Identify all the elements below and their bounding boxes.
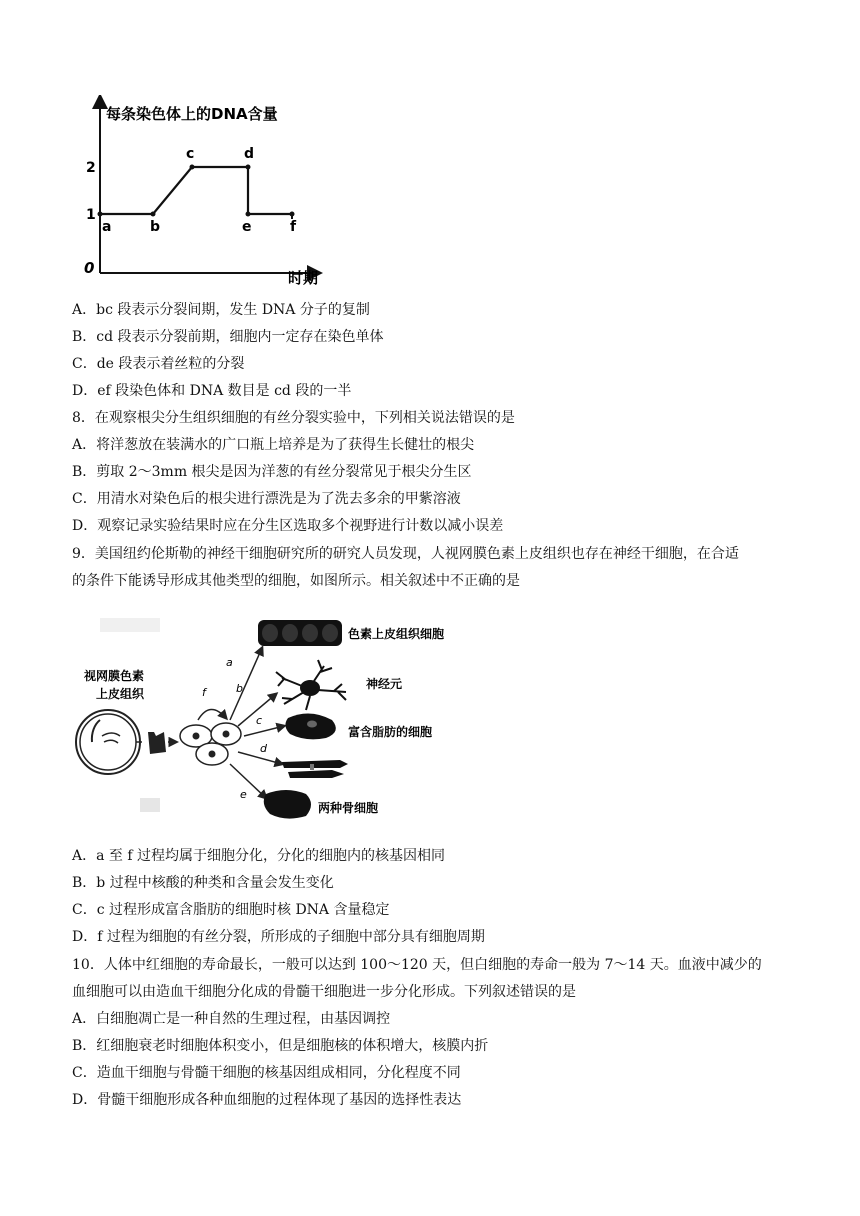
- q7-option-b: B．cd 段表示分裂前期，细胞内一定存在染色单体: [72, 329, 384, 345]
- q8-option-c: C．用清水对染色后的根尖进行漂洗是为了洗去多余的甲紫溶液: [72, 491, 461, 507]
- point-b: [151, 212, 156, 217]
- q10-option-c: C．造血干细胞与骨髓干细胞的核基因组成相同，分化程度不同: [72, 1065, 461, 1081]
- arrow-label-c: c: [256, 714, 263, 727]
- label-c: c: [186, 146, 195, 162]
- bone-cells-icon: [264, 790, 311, 819]
- q10-stem-line2: 血细胞可以由造血干细胞分化成的骨髓干细胞进一步分化形成。下列叙述错误的是: [72, 984, 576, 1000]
- label-f: f: [290, 219, 297, 235]
- point-c: [190, 165, 195, 170]
- q8-option-d: D．观察记录实验结果时应在分生区选取多个视野进行计数以减小误差: [72, 518, 504, 534]
- graph-origin: 0: [84, 259, 95, 277]
- cell-label-pigment: 色素上皮组织细胞: [348, 627, 445, 641]
- point-f: [290, 212, 295, 217]
- q7-option-a: A．bc 段表示分裂间期，发生 DNA 分子的复制: [72, 302, 370, 318]
- y-tick-1: 1: [86, 207, 96, 223]
- cell-label-neuron: 神经元: [366, 677, 403, 691]
- q8-stem: 8．在观察根尖分生组织细胞的有丝分裂实验中，下列相关说法错误的是: [72, 410, 515, 426]
- pigment-epithelial-cells-icon: [258, 620, 342, 646]
- q9-stem-line2: 的条件下能诱导形成其他类型的细胞，如图所示。相关叙述中不正确的是: [72, 573, 520, 589]
- arrow-label-d: d: [260, 742, 267, 755]
- dna-content-graph: [80, 95, 340, 290]
- q9-option-d: D．f 过程为细胞的有丝分裂，所形成的子细胞中部分具有细胞周期: [72, 929, 485, 945]
- label-d: d: [244, 146, 255, 162]
- cell-label-bone: 两种骨细胞: [318, 801, 379, 815]
- arrow-label-a: a: [226, 656, 233, 669]
- arrow-label-f: f: [202, 686, 206, 699]
- y-tick-2: 2: [86, 160, 96, 176]
- q9-option-b: B．b 过程中核酸的种类和含量会发生变化: [72, 875, 334, 891]
- point-d: [246, 165, 251, 170]
- graph-x-label: 时期: [288, 269, 319, 287]
- q8-option-b: B．剪取 2～3mm 根尖是因为洋葱的有丝分裂常见于根尖分生区: [72, 464, 472, 480]
- label-a: a: [102, 219, 112, 235]
- q8-option-a: A．将洋葱放在装满水的广口瓶上培养是为了获得生长健壮的根尖: [72, 437, 475, 453]
- label-e: e: [242, 219, 252, 235]
- q10-stem-line1: 10．人体中红细胞的寿命最长，一般可以达到 100～120 天，但白细胞的寿命一般为 7～14 天。血液中减少的: [72, 957, 762, 973]
- graph-y-label: 每条染色体上的DNA含量: [106, 105, 278, 123]
- q7-option-d: D．ef 段染色体和 DNA 数目是 cd 段的一半: [72, 383, 352, 399]
- stem-cell-figure: [70, 608, 490, 833]
- q9-stem-line1: 9．美国纽约伦斯勒的神经干细胞研究所的研究人员发现，人视网膜色素上皮组织也存在神经干细胞，在合适: [72, 546, 739, 562]
- source-label-1: 视网膜色素: [84, 669, 145, 683]
- q9-option-c: C．c 过程形成富含脂肪的细胞时核 DNA 含量稳定: [72, 902, 390, 918]
- smudge-2: [140, 798, 160, 812]
- smudge-1: [100, 618, 160, 632]
- source-label-2: 上皮组织: [96, 687, 145, 701]
- point-a: [98, 212, 103, 217]
- arrow-label-b: b: [236, 682, 243, 695]
- q9-option-a: A．a 至 f 过程均属于细胞分化，分化的细胞内的核基因相同: [72, 848, 445, 864]
- q10-option-b: B．红细胞衰老时细胞体积变小，但是细胞核的体积增大，核膜内折: [72, 1038, 489, 1054]
- dna-curve: [100, 167, 292, 214]
- point-e: [246, 212, 251, 217]
- q7-option-c: C．de 段表示着丝粒的分裂: [72, 356, 245, 372]
- arrow-label-e: e: [240, 788, 247, 801]
- cell-label-fat: 富含脂肪的细胞: [348, 725, 433, 739]
- label-b: b: [150, 219, 161, 235]
- q10-option-d: D．骨髓干细胞形成各种血细胞的过程体现了基因的选择性表达: [72, 1092, 462, 1108]
- q10-option-a: A．白细胞凋亡是一种自然的生理过程，由基因调控: [72, 1011, 391, 1027]
